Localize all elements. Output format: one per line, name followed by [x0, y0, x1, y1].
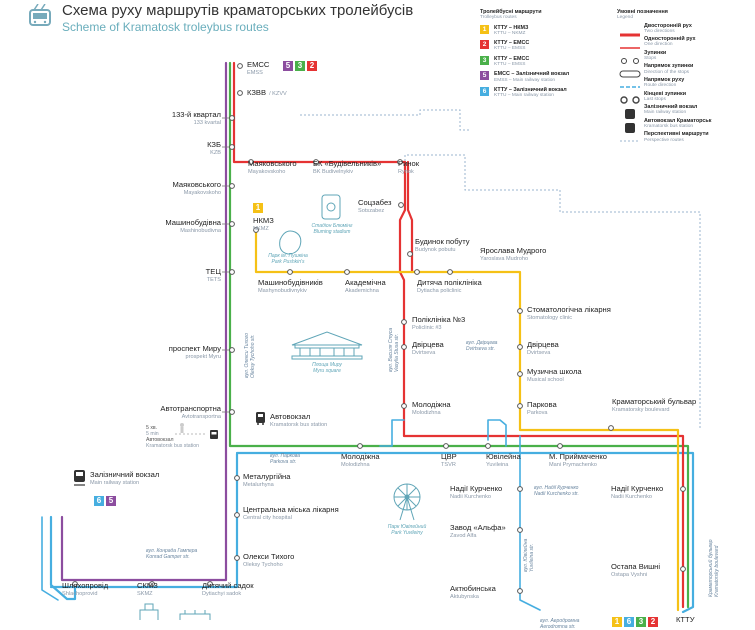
walk-note-line: Автовокзал	[146, 437, 174, 443]
route-entry-badge: 3	[480, 56, 489, 65]
stop-label-mashinobud	[165, 219, 221, 234]
legend-entry-uk: Односторонній рух	[644, 36, 696, 43]
stop-name-uk: ЕМСС	[247, 60, 270, 69]
park-label-pushkin	[258, 253, 318, 265]
stop-name-en: SKMZ	[137, 590, 153, 597]
stop-dot-dvirtseva_r	[518, 345, 523, 350]
legend-entry-two-directions	[617, 23, 711, 35]
stop-name-uk: Краматорський бульвар	[612, 397, 697, 406]
stop-name-uk: Ювілейна	[486, 452, 521, 461]
route-badge-1: 1	[253, 203, 263, 213]
stop-dot-zavodalfa	[518, 528, 523, 533]
stop-label-prospekt	[169, 345, 221, 360]
street-label-kbulvar	[708, 540, 720, 598]
stop-name-en: Policlinic #3	[412, 324, 442, 331]
stop-dot-akadem	[345, 270, 350, 275]
stop-name-en: Akademichna	[345, 287, 379, 294]
stop-name-en: Dytiachyi sadok	[202, 590, 242, 597]
street-name-uk: вул. Надії Курченко	[534, 485, 579, 491]
park-label-stadion	[302, 223, 362, 235]
stop-name-uk: Академічна	[345, 278, 386, 287]
stop-name-uk: ТЕЦ	[205, 267, 221, 276]
legend-title: Умовні позначення	[617, 9, 668, 15]
stop-dot-metalurg	[235, 476, 240, 481]
stop-name-en: / KZVV	[269, 91, 287, 97]
stop-dot-kzvv	[238, 91, 243, 96]
stop-dot-stomat	[518, 309, 523, 314]
street-name-uk: вул. Паркова	[270, 453, 301, 459]
stop-label-tsvr	[441, 453, 457, 468]
street-name-en: Dvirtseva str.	[466, 346, 495, 352]
stop-name-en: Ostapa Vyshni	[611, 571, 648, 578]
stop-label-yuvil	[486, 453, 521, 468]
stop-name-uk: Надії Курченко	[450, 484, 503, 493]
stop-label-kzvv	[247, 89, 287, 99]
street-label-aerodromna	[540, 618, 579, 630]
stop-dot-mashinobud	[230, 222, 235, 227]
stop-dot-emss	[238, 64, 243, 69]
park-name-en: Park Pushkin's	[271, 259, 305, 265]
stop-label-kzb	[207, 141, 221, 156]
stop-name-uk: КЗБ	[207, 140, 221, 149]
stop-name-uk: 133-й квартал	[171, 110, 221, 119]
stop-dot-sotsz	[399, 203, 404, 208]
stop-name-uk: БК «Будівельників»	[313, 159, 382, 168]
stop-label-sotsz	[358, 199, 391, 214]
stop-name-uk: КТТУ	[676, 615, 695, 624]
park-name-en: Bluming stadium	[313, 229, 351, 235]
street-label-vasylstusa	[388, 328, 400, 372]
street-name-uk: вул. Конрада Гампера	[146, 548, 198, 554]
stop-dot-kvartal133	[230, 116, 235, 121]
stop-label-nadkurch_a	[450, 485, 502, 500]
stop-dot-aktyub	[518, 589, 523, 594]
stop-label-parkova	[527, 401, 557, 416]
route-entry-uk: КТТУ – ЕМСС	[494, 55, 530, 62]
park-name-en: Myru square	[313, 368, 341, 374]
stop-dot-dpolik	[415, 270, 420, 275]
stop-dot-muzshk	[518, 372, 523, 377]
stop-dot-oleksy	[235, 556, 240, 561]
legend-subtitle: Legend	[617, 15, 634, 21]
route-5-line	[62, 63, 226, 580]
park-name-uk: Стадіон Блюмінг	[311, 223, 353, 229]
bus-station-icon	[256, 412, 265, 425]
route-entry-en: KTTU – EMSS	[494, 46, 526, 52]
route-entry-en: KTTU – EMSS	[494, 62, 526, 68]
stop-name-uk: ЦВР	[441, 452, 457, 461]
stop-name-uk: М. Приймаченко	[549, 452, 607, 461]
park-name-uk: Парк ім. Пушкіна	[268, 253, 308, 259]
stop-label-mayak_w	[172, 181, 221, 196]
street-name-en: Vasylia Stusa str.	[394, 333, 400, 372]
stop-name-en: EMSS	[247, 69, 263, 76]
stop-label-dpolik	[417, 279, 482, 294]
stop-name-en: Molodizhna	[341, 461, 370, 468]
stop-name-uk: Ринок	[398, 159, 420, 168]
stop-label-clinhosp	[243, 506, 339, 521]
stop-name-en: Mayakovskoho	[248, 168, 286, 175]
legend-entry-bus-station	[617, 118, 711, 130]
route-entry-badge: 5	[480, 71, 489, 80]
stop-label-emss	[247, 61, 269, 76]
stop-name-uk: Остапа Вишні	[611, 562, 661, 571]
stop-name-en: Dytiacha policlinic	[417, 287, 462, 294]
map-subtitle: Scheme of Kramatosk troleybus routes	[62, 20, 269, 34]
stop-name-uk: Стоматологічна лікарня	[527, 305, 611, 314]
stop-name-en: Stomatology clinic	[527, 314, 573, 321]
stop-name-uk: Дитячий садок	[202, 581, 254, 590]
stop-name-en: Yuvileina	[486, 461, 509, 468]
street-label-parkova	[270, 453, 300, 465]
stop-name-uk: Олекси Тихого	[243, 552, 295, 561]
stop-dot-nadkurch_a	[518, 487, 523, 492]
legend-entry-en: One direction	[644, 42, 673, 48]
stop-name-en: Nadii Kurchenko	[450, 493, 492, 500]
stop-label-mayak_n	[248, 160, 297, 175]
park-name-uk: Парк Ювілейний	[387, 524, 427, 530]
stop-label-avtotrans	[160, 405, 221, 420]
legend-entry-en: Direction of the stops	[644, 69, 690, 75]
street-name-uk: вул. Ювілейна	[523, 538, 529, 572]
stop-label-akadem	[345, 279, 386, 294]
stop-name-uk: проспект Миру	[168, 344, 221, 353]
stop-label-kttu	[676, 616, 695, 625]
stop-name-en: Main railway station	[90, 479, 140, 486]
stop-name-en: Mayakovskoho	[183, 189, 221, 196]
street-name-uk: вул. Двірцева	[466, 340, 498, 346]
park-label-ploshcha	[297, 362, 357, 374]
street-name-en: Oleksy Tychoho str.	[250, 334, 256, 378]
route-badge-3: 3	[295, 61, 305, 71]
stop-dot-prymach	[558, 444, 563, 449]
stop-label-mashbudiv	[258, 279, 323, 294]
legend-entry-one-direction	[617, 36, 711, 48]
route-badge-6: 6	[624, 617, 634, 627]
stop-label-aktyub	[450, 585, 496, 600]
park-label-yuvileinyi	[377, 524, 437, 536]
stop-dots	[73, 64, 686, 594]
stop-name-en: Shlachoprovid	[62, 590, 98, 597]
street-name-uk: вул. Олекси Тихого	[244, 333, 250, 378]
stop-name-en: Sotszabez	[358, 207, 385, 214]
stop-label-yaroslav	[480, 247, 546, 262]
stop-name-en: NKMZ	[253, 225, 269, 232]
stop-dot-yaroslav	[448, 270, 453, 275]
street-label-yuvileina	[523, 539, 535, 572]
stop-label-bk	[313, 160, 381, 175]
stop-name-uk: Музична школа	[527, 367, 582, 376]
stop-name-en: Central city hospital	[243, 514, 292, 521]
legend-entry-uk: Двосторонній рух	[644, 22, 692, 29]
legend-entry-en: Route direction	[644, 83, 677, 89]
stop-label-muzshk	[527, 368, 582, 383]
legend-entry-en: Kramatorsk bus station	[644, 124, 694, 130]
stop-label-nkmz	[253, 217, 274, 232]
stop-label-budynok	[415, 238, 470, 253]
stop-dot-parkova	[518, 404, 523, 409]
route-entry-1	[480, 25, 569, 37]
route-badge-5: 5	[106, 496, 116, 506]
legend-entry-uk: Кінцеві зупинки	[644, 90, 687, 97]
stop-name-uk: Маяковського	[172, 180, 221, 189]
stop-label-railway	[90, 471, 159, 486]
stop-name-en: Oleksy Tychoho	[243, 561, 283, 568]
stop-label-molod_b	[341, 453, 380, 468]
stop-name-en: Musical school	[527, 376, 564, 383]
route-entry-6	[480, 87, 569, 99]
routes-panel-subtitle: Trolleybus routes	[480, 15, 517, 21]
stop-name-en: Aktubynska	[450, 593, 479, 600]
stop-dot-molod_a	[402, 404, 407, 409]
stop-name-uk: Поліклініка №3	[412, 315, 466, 324]
stop-name-uk: Центральна міська лікарня	[243, 505, 339, 514]
legend-entry-stop-direction	[617, 63, 711, 75]
stop-label-prymach	[549, 453, 607, 468]
street-label-nkurchenko	[534, 485, 579, 497]
route-badge-2: 2	[648, 617, 658, 627]
stop-name-uk: Машинобудівна	[165, 218, 221, 227]
walk-note	[146, 425, 199, 449]
stop-name-uk: Дитяча поліклініка	[417, 278, 482, 287]
stop-name-uk: Молодіжна	[412, 400, 451, 409]
street-name-uk: вул. Василя Стуса	[388, 327, 394, 372]
stop-name-en: prospekt Myru	[185, 353, 221, 360]
route-entry-en: EMSS – Main railway station	[494, 77, 556, 83]
stop-dot-avtotrans	[230, 410, 235, 415]
street-name-en: Yuvileina str.	[529, 543, 535, 572]
stop-dot-nadkurch_b	[681, 487, 686, 492]
stop-dot-mayak_w	[230, 184, 235, 189]
stop-label-stomat	[527, 306, 611, 321]
stop-name-en: 133 kvartal	[193, 119, 221, 126]
stop-name-en: Rynok	[398, 168, 414, 175]
walk-note-line: Kramatorsk bus station	[146, 443, 200, 449]
stop-name-uk: Молодіжна	[341, 452, 380, 461]
stop-name-uk: Будинок побуту	[415, 237, 470, 246]
stop-label-tec	[206, 268, 221, 283]
street-label-konradgampera	[146, 548, 197, 560]
stop-name-en: Budynok pobutu	[415, 246, 456, 253]
stop-label-kbulvar	[612, 398, 696, 413]
stop-dot-budynok	[408, 252, 413, 257]
legend-entry-last-stops	[617, 91, 711, 103]
stop-dot-polik3	[402, 320, 407, 325]
legend-entry-uk: Перспективні маршрути	[644, 131, 709, 138]
route-entry-uk: КТТУ – НКМЗ	[494, 24, 529, 31]
stop-name-en: Zavod Alfa	[450, 532, 477, 539]
map-header	[62, 2, 413, 34]
legend-entry-route-direction	[617, 77, 711, 89]
legend-entry-en: Two directions	[644, 28, 675, 34]
stop-label-dytsadok	[202, 582, 254, 597]
stop-label-dvirtseva_r	[527, 341, 559, 356]
route-entry-2	[480, 40, 569, 52]
street-label-oleksytyhoho	[244, 333, 256, 378]
legend-entry-en: Perspective routes	[644, 137, 684, 143]
street-name-uk: Краматорський бульвар	[708, 539, 714, 597]
route-entry-badge: 2	[480, 40, 489, 49]
legend-entry-perspective	[617, 131, 711, 143]
street-name-en: Parkova str.	[270, 459, 297, 465]
stop-label-metalurg	[243, 473, 290, 488]
stop-name-en: Mashinobudivna	[180, 227, 221, 234]
stop-name-uk: Шляхопровід	[62, 581, 109, 590]
legend-entry-stops	[617, 50, 711, 62]
route-entry-badge: 6	[480, 87, 489, 96]
route-entry-uk: ЕМСС – Залізничний вокзал	[494, 71, 570, 78]
stop-name-en: TETS	[206, 276, 221, 283]
stop-dot-yuvil	[486, 444, 491, 449]
stop-name-uk: Маяковського	[248, 159, 297, 168]
stop-label-shlyakh	[62, 582, 108, 597]
park-name-en: Park Yuvileiny	[391, 530, 423, 536]
route-badge-6: 6	[94, 496, 104, 506]
stop-name-en: Kramatorsk bus station	[270, 421, 328, 428]
stop-name-en: Molodizhna	[412, 409, 441, 416]
stop-label-nadkurch_b	[611, 485, 663, 500]
stop-name-en: TSVR	[441, 461, 456, 468]
perspective-routes	[300, 110, 700, 430]
stop-name-uk: Двірцева	[412, 340, 444, 349]
stop-label-polik3	[412, 316, 465, 331]
railway-icon	[74, 470, 85, 485]
stop-dot-ostapa	[681, 567, 686, 572]
stop-name-uk: Завод «Альфа»	[450, 523, 506, 532]
route-entry-uk: КТТУ – ЕМСС	[494, 40, 530, 47]
stop-label-oleksy	[243, 553, 294, 568]
street-label-dvirtseva	[466, 340, 497, 352]
street-name-uk: вул. Аеродромна	[540, 618, 580, 624]
legend-entry-uk: Автовокзал Краматорськ	[644, 117, 712, 124]
stop-name-en: Dvirtseva	[527, 349, 551, 356]
legend-entry-en: Last stops	[644, 96, 666, 102]
legend-panel	[617, 9, 711, 143]
legend-entry-railway	[617, 104, 711, 116]
walk-note-line: 5 хв.	[146, 425, 158, 431]
stop-name-uk: Паркова	[527, 400, 557, 409]
stop-dot-molod_b	[358, 444, 363, 449]
stop-label-molod_a	[412, 401, 451, 416]
stop-name-uk: Соцзабез	[358, 198, 392, 207]
legend-entry-uk: Залізничний вокзал	[644, 104, 698, 111]
route-entry-uk: КТТУ – Залізничний вокзал	[494, 86, 567, 93]
stop-name-uk: Актюбинська	[450, 584, 496, 593]
stop-dot-clinhosp	[235, 513, 240, 518]
routes-panel	[480, 9, 569, 99]
stop-label-rynok	[398, 160, 419, 175]
stop-name-uk: КЗВВ	[247, 88, 267, 97]
stop-name-uk: Автотранспортна	[160, 404, 221, 413]
stop-name-uk: Машинобудівників	[258, 278, 323, 287]
stop-label-kvartal133	[172, 111, 221, 126]
stop-name-uk: Двірцева	[527, 340, 559, 349]
legend-entry-uk: Напрямок руху	[644, 76, 685, 83]
stop-name-en: Nadii Kurchenko	[611, 493, 653, 500]
stop-label-dvirtseva_l	[412, 341, 444, 356]
trolleybus-logo-icon	[29, 4, 51, 33]
stop-name-en: Avtotransportna	[181, 413, 221, 420]
stop-name-en: Metalurhyna	[243, 481, 274, 488]
stop-name-uk: Ярослава Мудрого	[480, 246, 547, 255]
stop-name-uk: НКМЗ	[253, 216, 274, 225]
stop-name-uk: СКМЗ	[137, 581, 158, 590]
street-name-en: Konrad Gamper str.	[146, 554, 190, 560]
route-entry-en: KTTU – Main railway station	[494, 93, 554, 99]
stop-name-en: KZB	[210, 149, 221, 156]
stop-name-uk: Надії Курченко	[611, 484, 664, 493]
route-lines	[42, 63, 693, 612]
street-name-en: Kramatorsky boulevard	[714, 545, 720, 597]
legend-entry-en: Main railway station	[644, 110, 687, 116]
stop-name-uk: Автовокзал	[270, 412, 311, 421]
map-title: Схема руху маршрутів краматорських тролейбусів	[62, 2, 414, 19]
park-name-uk: Площа Миру	[312, 362, 342, 368]
stop-label-avtovokzal	[270, 413, 327, 428]
legend-entry-en: Stops	[644, 56, 657, 62]
route-badge-3: 3	[636, 617, 646, 627]
walk-note-line: 5 min	[146, 431, 159, 437]
route-entry-3	[480, 56, 569, 68]
stop-name-en: Mani Prymachenko	[549, 461, 597, 468]
stop-dot-tsvr	[444, 444, 449, 449]
routes-panel-title: Тролейбусні маршрути	[480, 9, 542, 15]
street-name-en: Nadii Kurchenko str.	[534, 491, 579, 497]
route-badge-5: 5	[283, 61, 293, 71]
route-entry-badge: 1	[480, 25, 489, 34]
stop-name-uk: Металургійна	[243, 472, 291, 481]
stop-name-en: BK Budivelnykiv	[313, 168, 354, 175]
stop-name-en: Yaroslava Mudroho	[480, 255, 529, 262]
route-badge-1: 1	[612, 617, 622, 627]
street-name-en: Aerodromna str.	[540, 624, 576, 630]
stop-dot-tec	[230, 270, 235, 275]
stop-label-ostapa	[611, 563, 660, 578]
stop-dot-mashbudiv	[288, 270, 293, 275]
stop-dot-kbulvar	[609, 426, 614, 431]
legend-entry-uk: Напрямок зупинки	[644, 63, 694, 70]
stop-dot-dvirtseva_l	[402, 345, 407, 350]
stop-name-en: Mashynobudivnykiv	[258, 287, 307, 294]
stop-label-zavodalfa	[450, 524, 506, 539]
stop-name-en: Dvirtseva	[412, 349, 436, 356]
stop-name-en: Kramatorsky boulevard	[612, 406, 670, 413]
route-badge-2: 2	[307, 61, 317, 71]
legend-entry-uk: Зупинки	[644, 49, 667, 56]
route-entry-5	[480, 71, 569, 83]
stop-dot-kzb	[230, 145, 235, 150]
stop-name-uk: Залізничний вокзал	[90, 470, 160, 479]
route-entry-en: KTTU – NKMZ	[494, 30, 526, 36]
stop-name-en: Parkova	[527, 409, 548, 416]
stop-label-skmz	[137, 582, 158, 597]
stop-dot-prospekt	[230, 348, 235, 353]
